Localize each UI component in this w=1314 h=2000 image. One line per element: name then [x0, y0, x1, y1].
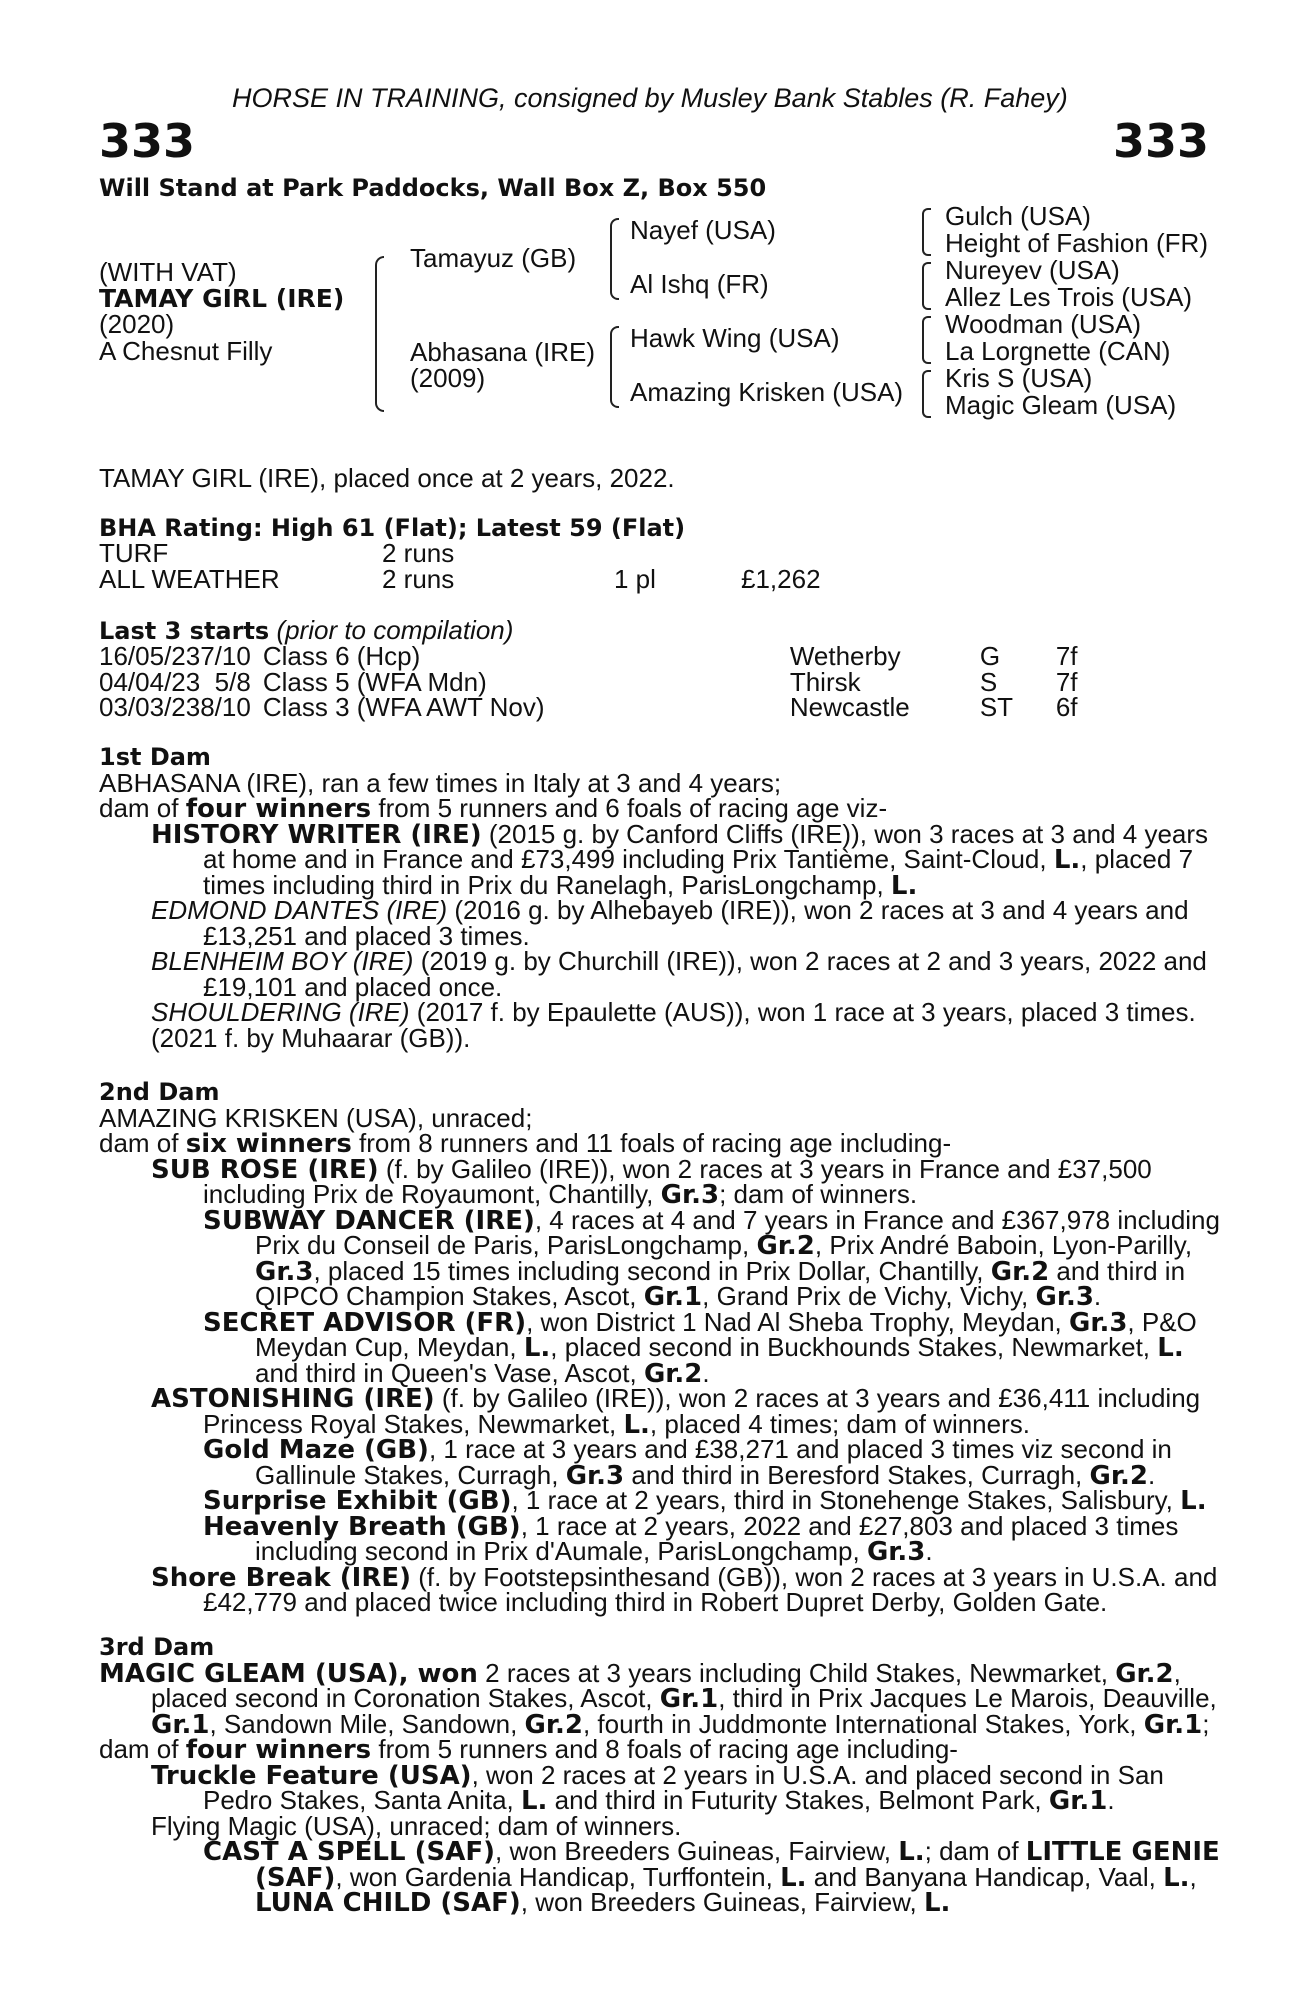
- text-run: MAGIC GLEAM (USA): [99, 1658, 399, 1689]
- text-run: EDMOND DANTES (IRE): [151, 895, 448, 925]
- text-run: Gr.1: [1143, 1709, 1203, 1740]
- text-run: , 1 race at 2 years, 2022 and £27,803 and placed 3 times: [520, 1510, 1179, 1541]
- text-run: , placed 15 times including second in Prix Dollar, Chantilly,: [313, 1255, 991, 1286]
- text-run: , won 2 races at 2 years in U.S.A. and placed second in San: [471, 1759, 1164, 1790]
- text-run: HISTORY WRITER (IRE): [151, 819, 482, 850]
- consignment-header: HORSE IN TRAINING, consigned by Musley Bank Stables (R. Fahey): [232, 83, 1068, 113]
- text-run: Gr.3: [1068, 1307, 1128, 1338]
- start-course: Wetherby: [789, 641, 901, 671]
- text-run: and Banyana Handicap, Vaal,: [806, 1861, 1164, 1892]
- text-run: Gr.2: [1115, 1658, 1174, 1689]
- text-run: L.: [1157, 1333, 1184, 1363]
- gp-ddd: Magic Gleam (USA): [945, 390, 1177, 420]
- produce-line-cont: £13,251 and placed 3 times.: [203, 920, 530, 951]
- start-position: 7/10: [200, 641, 251, 671]
- start-date: 03/03/23: [99, 692, 201, 722]
- text-run: (f. by Galileo (IRE)), won 2 races at 3 years and £36,411 including: [434, 1383, 1201, 1413]
- text-run: , Sandown Mile, Sandown,: [209, 1708, 525, 1739]
- text-run: Pedro Stakes, Santa Anita,: [203, 1785, 521, 1815]
- dam-parents-brace: [610, 326, 619, 408]
- sire-sire: Nayef (USA): [630, 215, 776, 245]
- start-race: Class 6 (Hcp): [262, 641, 421, 671]
- start-race: Class 3 (WFA AWT Nov): [262, 692, 545, 722]
- text-run: at home and in France and £73,499 including Prix Tantième, Saint-Cloud,: [203, 844, 1054, 874]
- sire: Tamayuz (GB): [410, 243, 577, 273]
- text-run: dam of: [99, 1128, 186, 1158]
- text-run: , third in Prix Jacques Le Marois, Deauville,: [718, 1683, 1217, 1713]
- prize: [741, 541, 821, 567]
- text-run: , placed second in Buckhounds Stakes, Newmarket,: [550, 1332, 1158, 1362]
- produce-line-cont: £42,779 and placed twice including third in Robert Dupret Derby, Golden Gate.: [203, 1587, 1108, 1617]
- text-run: CAST A SPELL (SAF): [203, 1837, 495, 1867]
- section-heading: 3rd Dam: [99, 1633, 215, 1661]
- horse-year: (2020): [99, 309, 175, 339]
- text-run: dam of: [99, 1734, 186, 1764]
- produce-shouldering: [99, 997, 1205, 1027]
- start-position: 5/8: [214, 666, 251, 697]
- text-run: SHOULDERING (IRE): [151, 997, 410, 1027]
- text-run: L.: [623, 1409, 650, 1440]
- text-run: Gr.3: [255, 1256, 314, 1287]
- text-run: and third in Beresford Stakes, Curragh,: [624, 1459, 1090, 1490]
- text-run: Gallinule Stakes, Curragh,: [255, 1459, 566, 1490]
- text-run: L.: [898, 1837, 925, 1867]
- gp-ssd: Height of Fashion (FR): [945, 228, 1208, 258]
- start-distance: 7f: [1055, 641, 1078, 671]
- text-run: L.: [923, 1888, 951, 1918]
- bha-rating: BHA Rating: High 61 (Flat); Latest 59 (Flat): [99, 514, 686, 542]
- start-row: [99, 695, 1078, 721]
- last-starts-note: (prior to compilation): [276, 615, 514, 645]
- first-dam-section: [99, 743, 1209, 1053]
- text-run: L.: [520, 1786, 548, 1816]
- text-run: Gr.2: [756, 1231, 815, 1261]
- gp-sds: Nureyev (USA): [945, 255, 1120, 285]
- text-run: Heavenly Breath (GB): [203, 1511, 521, 1542]
- dam-line: AMAZING KRISKEN (USA), unraced;: [99, 1102, 533, 1133]
- text-run: four winners: [185, 1735, 372, 1765]
- gp-brace-3: [922, 316, 931, 364]
- start-going: S: [979, 666, 998, 697]
- produce-line-cont: [99, 1887, 1205, 1918]
- text-run: , 1 race at 3 years and £38,271 and placed 3 times viz second in: [428, 1434, 1172, 1464]
- text-run: (2016 g. by Alhebayeb (IRE)), won 2 races at 3 and 4 years and: [447, 895, 1189, 925]
- produce-line-cont: £19,101 and placed once.: [203, 971, 503, 1002]
- text-run: L.: [1163, 1862, 1190, 1893]
- gp-brace-1: [922, 208, 931, 256]
- text-run: Gr.1: [659, 1684, 719, 1714]
- text-run: , placed 4 times; dam of winners.: [649, 1408, 1030, 1439]
- text-run: including second in Prix d'Aumale, ParisLongchamp,: [255, 1536, 867, 1566]
- text-run: Gold Maze (GB): [203, 1435, 429, 1465]
- text-run: , won Breeders Guineas, Fairview,: [520, 1887, 924, 1917]
- text-run: and third in Queen's Vase, Ascot,: [255, 1357, 644, 1388]
- text-run: ; dam of: [924, 1836, 1026, 1866]
- produce-flying-magic: Flying Magic (USA), unraced; dam of winners.: [151, 1810, 682, 1841]
- start-going: G: [979, 641, 1001, 671]
- text-run: Gr.1: [151, 1709, 210, 1740]
- gp-dsd: La Lorgnette (CAN): [945, 336, 1171, 366]
- section-heading: 2nd Dam: [99, 1078, 220, 1106]
- text-run: and third in: [1049, 1255, 1186, 1286]
- placed: [614, 541, 741, 567]
- text-run: placed second in Coronation Stakes, Ascot,: [151, 1683, 660, 1713]
- lot-number-left: 333: [99, 114, 196, 168]
- text-run: L.: [890, 870, 918, 901]
- text-run: Princess Royal Stakes, Newmarket,: [203, 1408, 624, 1439]
- text-run: dam of: [99, 793, 186, 823]
- start-distance: 6f: [1055, 692, 1078, 722]
- text-run: (SAF): [255, 1862, 336, 1893]
- text-run: 2 races at 3 years including Child Stakes, Newmarket,: [477, 1657, 1116, 1688]
- text-run: ,: [1173, 1657, 1181, 1688]
- second-dam-section: [99, 1078, 1220, 1617]
- gp-dds: Kris S (USA): [945, 363, 1093, 393]
- text-run: Gr.2: [1089, 1460, 1148, 1491]
- surface: ALL WEATHER: [99, 563, 280, 594]
- surface: TURF: [99, 538, 169, 568]
- text-run: L.: [780, 1862, 807, 1893]
- text-run: from 5 runners and 8 foals of racing age including-: [371, 1734, 958, 1764]
- text-run: Shore Break (IRE): [151, 1562, 411, 1593]
- text-run: LITTLE GENIE: [1025, 1837, 1220, 1867]
- text-run: including Prix de Royaumont, Chantilly,: [203, 1179, 661, 1209]
- horse-name: TAMAY GIRL (IRE): [99, 284, 345, 313]
- text-run: (f. by Footstepsinthesand (GB)), won 2 races at 3 years in U.S.A. and: [411, 1561, 1218, 1592]
- text-run: Gr.2: [643, 1358, 703, 1389]
- gp-dss: Woodman (USA): [945, 309, 1142, 339]
- start-date: 16/05/23: [99, 641, 201, 671]
- sire-dam: Al Ishq (FR): [630, 269, 769, 299]
- text-run: Gr.1: [1048, 1786, 1108, 1816]
- start-going: ST: [979, 692, 1014, 722]
- text-run: (2017 f. by Epaulette (AUS)), won 1 race at 3 years, placed 3 times.: [409, 997, 1196, 1027]
- last-starts-table: [99, 641, 1078, 722]
- text-run: Gr.2: [990, 1256, 1050, 1287]
- text-run: Prix du Conseil de Paris, ParisLongchamp,: [255, 1230, 757, 1260]
- text-run: ; dam of winners.: [719, 1179, 918, 1209]
- third-dam-section: [99, 1633, 1220, 1918]
- text-run: Gr.3: [565, 1460, 625, 1491]
- dam-year: (2009): [410, 363, 486, 393]
- gp-sdd: Allez Les Trois (USA): [945, 282, 1193, 312]
- text-run: , Grand Prix de Vichy, Vichy,: [702, 1281, 1036, 1311]
- produce-line-cont: [99, 1785, 1205, 1816]
- dam: Abhasana (IRE): [410, 337, 595, 367]
- text-run: .: [925, 1536, 933, 1566]
- text-run: from 8 runners and 11 foals of racing age including-: [351, 1128, 952, 1158]
- produce-2021-foal: (2021 f. by Muhaarar (GB)).: [151, 1022, 471, 1053]
- rating-row: [99, 567, 821, 593]
- prize: £1,262: [741, 563, 821, 594]
- rating-row: [99, 541, 821, 567]
- text-run: and third in Futurity Stakes, Belmont Park,: [547, 1785, 1049, 1815]
- sire-dam-brace: [375, 256, 384, 412]
- text-run: ,: [1189, 1861, 1197, 1892]
- text-run: BLENHEIM BOY (IRE): [151, 946, 414, 976]
- text-run: Meydan Cup, Meydan,: [255, 1332, 524, 1362]
- produce-blenheim-boy: [99, 946, 1207, 976]
- start-date: 04/04/23: [99, 666, 201, 697]
- text-run: SUBWAY DANCER (IRE): [203, 1205, 535, 1236]
- lot-number-right: 333: [1113, 114, 1210, 168]
- text-run: L.: [1053, 845, 1081, 875]
- dam-line: ABHASANA (IRE), ran a few times in Italy at 3 and 4 years;: [99, 767, 782, 798]
- race-summary: TAMAY GIRL (IRE), placed once at 2 years, 2022.: [99, 463, 675, 493]
- text-run: ;: [1202, 1708, 1210, 1739]
- produce-edmond-dantes: [99, 895, 1205, 925]
- start-course: Thirsk: [789, 666, 861, 697]
- dam-sire: Hawk Wing (USA): [630, 323, 840, 353]
- text-run: four winners: [185, 794, 372, 824]
- text-run: from 5 runners and 6 foals of racing age viz-: [371, 793, 888, 823]
- vat-note: (WITH VAT): [99, 257, 237, 287]
- text-run: Gr.2: [524, 1709, 583, 1740]
- gp-brace-2: [922, 262, 931, 310]
- start-course: Newcastle: [789, 692, 910, 722]
- text-run: .: [1147, 1459, 1156, 1490]
- text-run: SUB ROSE (IRE): [151, 1154, 379, 1185]
- placed: 1 pl: [614, 563, 656, 594]
- text-run: L.: [523, 1333, 551, 1363]
- text-run: LUNA CHILD (SAF): [255, 1888, 521, 1918]
- last-starts-label: Last 3 starts: [99, 617, 270, 645]
- text-run: (f. by Galileo (IRE)), won 2 races at 3 years in France and £37,500: [378, 1153, 1152, 1184]
- start-race: Class 5 (WFA Mdn): [262, 666, 487, 697]
- text-run: , won: [398, 1658, 478, 1689]
- sire-parents-brace: [610, 218, 619, 300]
- text-run: ASTONISHING (IRE): [151, 1384, 435, 1414]
- text-run: Gr.3: [866, 1537, 926, 1567]
- stand-location: Will Stand at Park Paddocks, Wall Box Z, Box 550: [99, 174, 767, 202]
- runs: 2 runs: [382, 563, 455, 594]
- text-run: .: [702, 1357, 710, 1388]
- text-run: , won Gardenia Handicap, Turffontein,: [335, 1861, 781, 1892]
- text-run: Gr.3: [1035, 1282, 1094, 1312]
- text-run: Surprise Exhibit (GB): [203, 1486, 512, 1516]
- text-run: , 1 race at 2 years, third in Stonehenge Stakes, Salisbury,: [511, 1485, 1181, 1515]
- text-run: , 4 races at 4 and 7 years in France and £367,978 including: [534, 1204, 1220, 1235]
- text-run: , fourth in Juddmonte International Stakes, York,: [582, 1708, 1144, 1739]
- text-run: , P&O: [1127, 1306, 1197, 1337]
- text-run: , won Breeders Guineas, Fairview,: [495, 1836, 899, 1866]
- text-run: , won District 1 Nad Al Sheba Trophy, Meydan,: [526, 1306, 1069, 1337]
- horse-description: A Chesnut Filly: [99, 336, 273, 366]
- rating-table: [99, 538, 821, 594]
- start-position: 8/10: [200, 692, 251, 722]
- gp-sss: Gulch (USA): [945, 201, 1091, 231]
- text-run: , placed 7: [1080, 844, 1194, 874]
- text-run: Gr.1: [643, 1282, 703, 1312]
- text-run: (2015 g. by Canford Cliffs (IRE)), won 3 races at 3 and 4 years: [481, 818, 1209, 849]
- start-row: [99, 644, 1078, 670]
- text-run: L.: [1180, 1486, 1207, 1516]
- start-distance: 7f: [1055, 666, 1078, 697]
- text-run: .: [1093, 1281, 1102, 1311]
- section-heading: 1st Dam: [99, 743, 211, 771]
- dam-dam: Amazing Krisken (USA): [630, 377, 904, 407]
- text-run: .: [1107, 1785, 1115, 1815]
- text-run: Truckle Feature (USA): [151, 1760, 472, 1791]
- text-run: Gr.3: [660, 1180, 720, 1210]
- runs: 2 runs: [382, 538, 455, 568]
- text-run: , Prix André Baboin, Lyon-Parilly,: [814, 1230, 1193, 1260]
- text-run: (2019 g. by Churchill (IRE)), won 2 races at 2 and 3 years, 2022 and: [413, 946, 1207, 976]
- text-run: QIPCO Champion Stakes, Ascot,: [255, 1281, 644, 1311]
- gp-brace-4: [922, 370, 931, 418]
- text-run: SECRET ADVISOR (FR): [203, 1307, 527, 1338]
- text-run: times including third in Prix du Ranelagh, ParisLongchamp,: [203, 869, 891, 900]
- text-run: six winners: [185, 1129, 352, 1159]
